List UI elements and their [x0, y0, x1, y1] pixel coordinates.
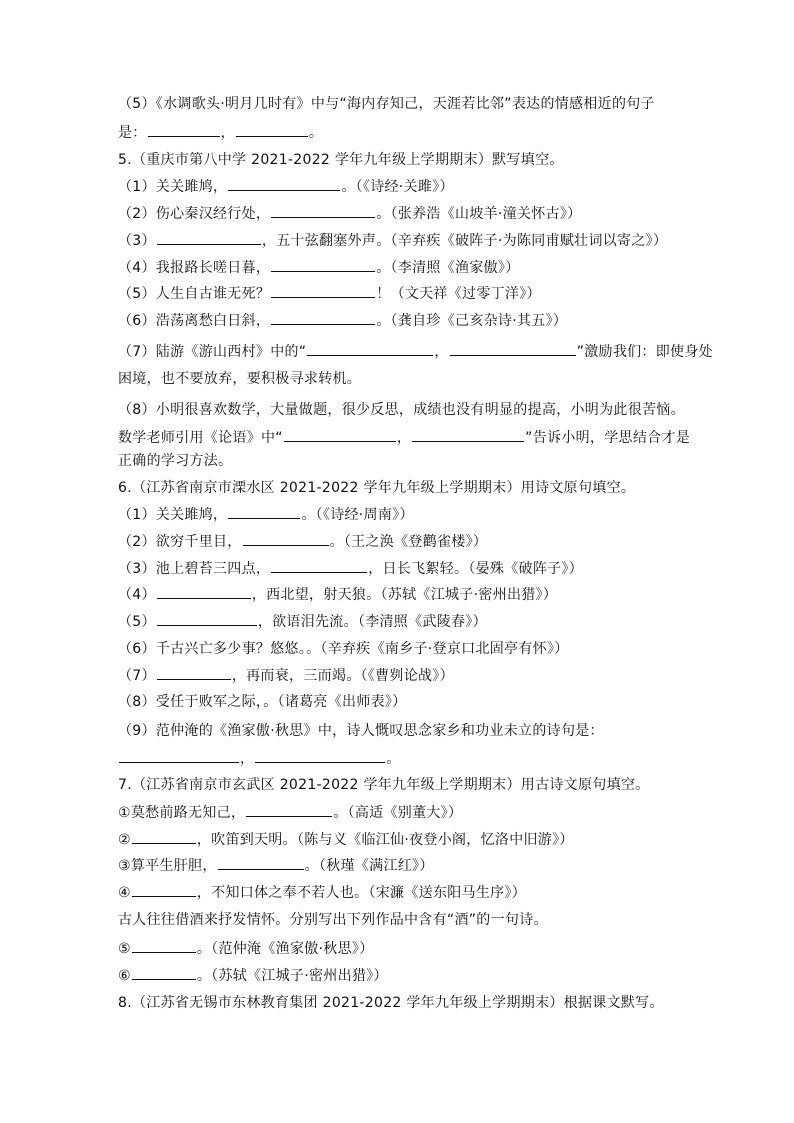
text-segment: 古人往往借酒来抒发情怀。分别写出下列作品中含有“酒”的一句诗。 [118, 912, 548, 928]
answer-blank[interactable] [271, 311, 375, 325]
answer-blank[interactable] [132, 939, 196, 953]
text-line [118, 722, 604, 740]
text-segment: ③算平生肝胆， [118, 858, 217, 874]
text-segment: （1）关关雎鸠， [118, 507, 228, 523]
text-line [118, 428, 690, 447]
text-line [118, 479, 635, 497]
text-segment: ，再而衰，三而竭。（《曹刿论战》） [231, 668, 454, 684]
text-line [118, 776, 649, 794]
text-segment: ，不知口体之奉不若人也。（宋濂《送东阳马生序》） [196, 885, 527, 901]
answer-blank[interactable] [132, 830, 196, 844]
text-line [118, 204, 581, 223]
text-segment: ，欲语泪先流。（李清照《武陵春》） [257, 614, 487, 630]
text-line [118, 966, 388, 985]
text-segment: 。（苏轼《江城子·密州出猎》） [196, 968, 388, 984]
text-segment: 。（辛弃疾《南乡子·登京口北固亭有怀》） [306, 641, 569, 657]
text-segment: （5）《水调歌头·明月几时有》中与“海内存知己，天涯若比邻”表达的情感相近的句子 [118, 96, 655, 112]
text-segment: ，吹笛到天明。（陈与义《临江仙·夜登小阁，忆洛中旧游》） [196, 832, 574, 848]
text-line [118, 258, 520, 277]
text-segment: 数学老师引用《论语》中“ [118, 430, 283, 446]
text-segment: （6）浩荡离愁白日斜， [118, 313, 271, 329]
text-segment: 。（高适《别董大》） [333, 805, 463, 821]
text-line [118, 95, 655, 113]
answer-blank[interactable] [243, 532, 329, 546]
text-line [118, 452, 232, 470]
text-segment: （6）千古兴亡多少事？悠悠。 [118, 641, 307, 657]
text-segment: ， [396, 430, 412, 446]
text-segment: （8）受任于败军之际， [118, 694, 264, 710]
answer-blank[interactable] [119, 749, 239, 763]
text-segment: （9）范仲淹的《渔家傲·秋思》中，诗人慨叹思念家乡和功业未立的诗句是： [118, 723, 604, 739]
answer-blank[interactable] [157, 612, 257, 626]
text-segment: （7）陆游《游山西村》中的“ [118, 344, 307, 360]
text-segment: （2）欲穷千里目， [118, 534, 242, 550]
text-line [118, 749, 401, 768]
answer-blank[interactable] [271, 284, 375, 298]
text-line [118, 505, 414, 524]
text-segment: （1）关关雎鸠， [118, 179, 228, 195]
text-segment: （2）伤心秦汉经行处， [118, 206, 271, 222]
text-line [118, 559, 583, 578]
answer-blank[interactable] [148, 123, 220, 137]
text-segment: 。 [386, 751, 401, 767]
text-segment: 。（张养浩《山坡羊·潼关怀古》） [376, 206, 582, 222]
text-segment: 8.（江苏省无锡市东林教育集团 2021-2022 学年九年级上学期期末）根据课文默写。 [118, 995, 664, 1011]
text-segment: ①莫愁前路无知己， [118, 805, 246, 821]
text-segment: 。 [308, 125, 324, 141]
text-segment: ， [220, 125, 235, 141]
answer-blank[interactable] [284, 428, 396, 442]
answer-blank[interactable] [412, 428, 524, 442]
answer-blank[interactable] [228, 505, 300, 519]
text-segment: ② [118, 832, 131, 848]
text-line [118, 939, 374, 958]
text-line [118, 151, 564, 169]
answer-blank[interactable] [218, 856, 304, 870]
answer-blank[interactable] [236, 123, 308, 137]
answer-blank[interactable] [271, 559, 367, 573]
text-segment: 。（范仲淹《渔家傲·秋思》） [196, 941, 374, 957]
text-segment: 5.（重庆市第八中学 2021-2022 学年九年级上学期期末）默写填空。 [118, 152, 564, 168]
text-segment: （3）池上碧苔三四点， [118, 561, 271, 577]
text-segment: ， [434, 344, 449, 360]
text-segment: 。（王之涣《登鹳雀楼》） [329, 534, 488, 550]
text-segment: ！（文天祥《过零丁洋》） [376, 286, 541, 302]
text-line [118, 342, 713, 361]
answer-blank[interactable] [157, 585, 251, 599]
text-line [118, 994, 664, 1012]
text-line [118, 532, 487, 551]
text-line [118, 911, 548, 929]
text-line [118, 856, 434, 875]
text-segment: （5）人生自古谁无死？ [118, 286, 271, 302]
answer-blank[interactable] [450, 342, 576, 356]
text-segment: 困境，也不要放弃，要积极寻求转机。 [118, 371, 362, 387]
text-segment: 。（李清照《渔家傲》） [376, 260, 520, 276]
text-segment: 。（龚自珍《己亥杂诗·其五》） [376, 313, 568, 329]
text-segment: 。（诸葛亮《出师表》） [263, 694, 407, 710]
text-line [118, 693, 407, 711]
text-segment: 。（秋瑾《满江红》） [304, 858, 434, 874]
text-segment: ，西北望，射天狼。（苏轼《江城子·密州出猎》） [251, 587, 558, 603]
answer-blank[interactable] [132, 966, 196, 980]
answer-blank[interactable] [307, 342, 433, 356]
text-line [118, 401, 685, 419]
text-segment: 。（《诗经·关雎》） [341, 179, 454, 195]
answer-blank[interactable] [157, 666, 231, 680]
text-line [118, 123, 323, 142]
answer-blank[interactable] [246, 803, 332, 817]
text-line [118, 830, 574, 849]
text-line [118, 370, 361, 388]
text-segment: 。（《诗经·周南》） [301, 507, 414, 523]
text-segment: ，五十弦翻塞外声。（辛弃疾《破阵子·为陈同甫赋壮词以寄之》） [261, 233, 668, 249]
answer-blank[interactable] [271, 204, 375, 218]
text-line [118, 585, 557, 604]
text-segment: （3） [118, 233, 156, 249]
text-line [118, 612, 487, 631]
text-line [118, 284, 541, 303]
text-segment: 7.（江苏省南京市玄武区 2021-2022 学年九年级上学期期末）用古诗文原句填空。 [118, 777, 650, 793]
text-segment: （4）我报路长嗟日暮， [118, 260, 271, 276]
answer-blank[interactable] [132, 883, 196, 897]
answer-blank[interactable] [228, 177, 340, 191]
text-segment: （8）小明很喜欢数学，大量做题，很少反思，成绩也没有明显的提高，小明为此很苦恼。 [118, 402, 685, 418]
text-segment: 正确的学习方法。 [118, 453, 233, 469]
text-segment: （7） [118, 668, 156, 684]
text-segment: ”激励我们：即使身处 [576, 344, 713, 360]
text-line [118, 231, 667, 250]
text-segment: ⑥ [118, 968, 131, 984]
text-segment: 6.（江苏省南京市溧水区 2021-2022 学年九年级上学期期末）用诗文原句填空。 [118, 480, 636, 496]
text-segment: ⑤ [118, 941, 131, 957]
text-line [118, 883, 526, 902]
text-line [118, 311, 567, 330]
answer-blank[interactable] [157, 231, 261, 245]
answer-blank[interactable] [271, 258, 375, 272]
text-segment: （4） [118, 587, 156, 603]
text-line [118, 640, 569, 658]
text-segment: ， [240, 751, 255, 767]
text-line [118, 803, 462, 822]
text-segment: （5） [118, 614, 156, 630]
text-segment: ，日长飞絮轻。（晏殊《破阵子》） [368, 561, 584, 577]
text-segment: 是： [118, 125, 147, 141]
text-line [118, 666, 454, 685]
text-line [118, 177, 454, 196]
text-segment: ”告诉小明，学思结合才是 [525, 430, 691, 446]
text-segment: ④ [118, 885, 131, 901]
answer-blank[interactable] [255, 749, 385, 763]
